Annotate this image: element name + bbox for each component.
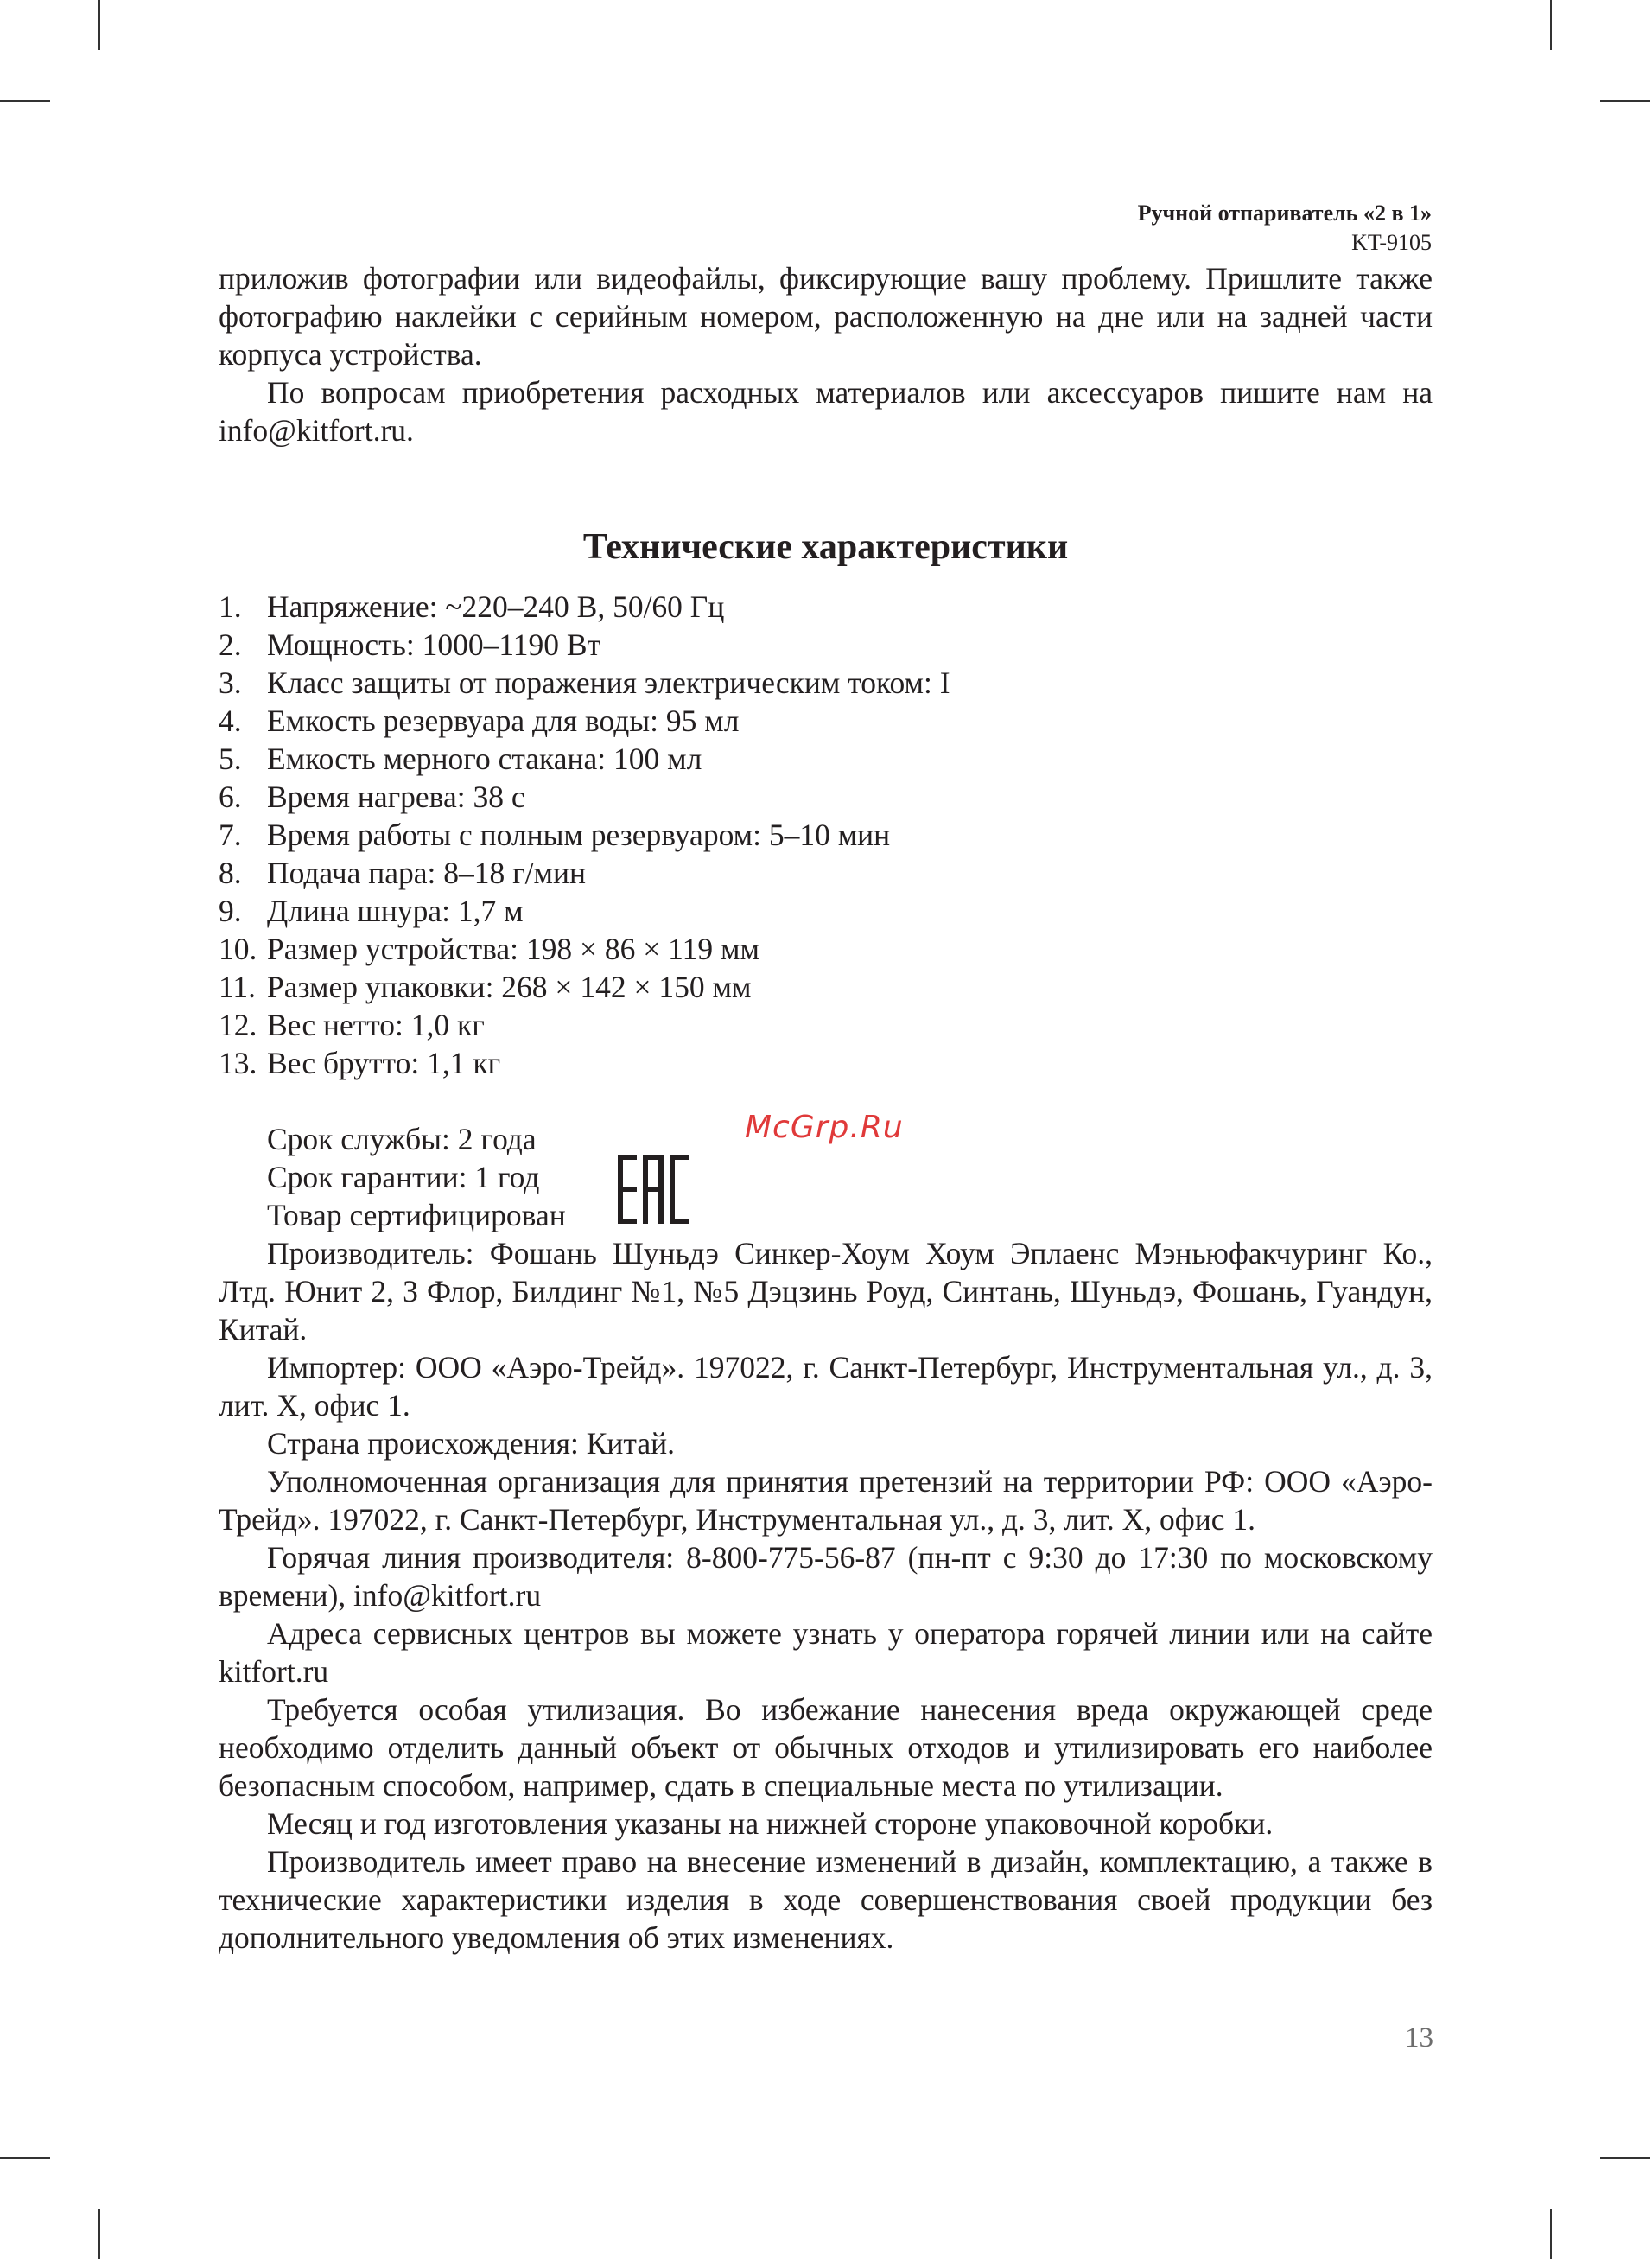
spec-text: Размер упаковки: 268 × 142 × 150 мм (267, 970, 752, 1004)
manufacturer-info: Производитель: Фошань Шуньдэ Синкер-Хоум Хоум Эплаенс Мэньюфакчуринг Ко., Лтд. Юнит 2, 3 Флор, Билдинг №1, №5 Дэцзинь Роуд, Синтань, Шуньдэ, Фошань, Гуандун, Китай. (219, 1236, 1433, 1346)
crop-mark (1600, 100, 1650, 102)
spec-text: Емкость резервуара для воды: 95 мл (267, 703, 740, 738)
spec-number: 11. (219, 970, 257, 1004)
spec-item (219, 1044, 1433, 1082)
warranty-period: Срок гарантии: 1 год (267, 1160, 540, 1194)
spec-number: 10. (219, 932, 257, 966)
spec-text: Мощность: 1000–1190 Вт (267, 627, 601, 662)
spec-number: 2. (219, 627, 242, 662)
spec-item (219, 854, 1433, 892)
spec-item (219, 930, 1433, 968)
spec-item (219, 778, 1433, 816)
spec-text: Подача пара: 8–18 г/мин (267, 856, 587, 890)
service-life: Срок службы: 2 года (267, 1122, 537, 1156)
spec-number: 13. (219, 1046, 257, 1080)
disposal-info: Требуется особая утилизация. Во избежание нанесения вреда окружающей среде необходимо отделить данный объект от обычных отходов и утилизировать его наиболее безопасным способом, например, сдать в специальные места по утилизации. (219, 1692, 1433, 1803)
header-model: KT-9105 (1351, 230, 1432, 255)
specs-list (219, 588, 1433, 1082)
running-header (1138, 199, 1432, 258)
spec-number: 3. (219, 665, 242, 700)
intro-section (219, 259, 1433, 449)
manufacture-date-info: Месяц и год изготовления указаны на нижней стороне упаковочной коробки. (267, 1806, 1274, 1841)
spec-item (219, 968, 1433, 1006)
spec-text: Напряжение: ~220–240 В, 50/60 Гц (267, 589, 725, 624)
spec-text: Длина шнура: 1,7 м (267, 894, 524, 928)
spec-text: Время работы с полным резервуаром: 5–10 мин (267, 818, 891, 852)
certification: Товар сертифицирован (267, 1198, 566, 1232)
spec-number: 4. (219, 703, 242, 738)
spec-number: 7. (219, 818, 242, 852)
changes-notice: Производитель имеет право на внесение изменений в дизайн, комплектацию, а также в технические характеристики изделия в ходе совершенствования своей продукции без дополнительного уведомления об этих изменениях. (219, 1844, 1433, 1955)
spec-text: Класс защиты от поражения электрическим током: I (267, 665, 950, 700)
crop-mark (1550, 2209, 1552, 2259)
spec-number: 9. (219, 894, 242, 928)
spec-item (219, 892, 1433, 930)
crop-mark (1550, 0, 1552, 50)
intro-paragraph-2: По вопросам приобретения расходных материалов или аксессуаров пишите нам на info@kitfort.ru. (219, 375, 1433, 448)
spec-item (219, 1006, 1433, 1044)
spec-item (219, 664, 1433, 702)
eac-mark-icon (618, 1155, 690, 1227)
country-of-origin: Страна происхождения: Китай. (267, 1426, 676, 1461)
spec-item (219, 702, 1433, 740)
importer-info: Импортер: ООО «Аэро-Трейд». 197022, г. Санкт-Петербург, Инструментальная ул., д. 3, лит. Х, офис 1. (219, 1350, 1433, 1423)
spec-text: Вес нетто: 1,0 кг (267, 1008, 485, 1042)
crop-mark (0, 2157, 50, 2159)
spec-number: 12. (219, 1008, 257, 1042)
spec-item (219, 626, 1433, 664)
spec-number: 5. (219, 742, 242, 776)
header-product: Ручной отпариватель «2 в 1» (1137, 201, 1432, 226)
spec-text: Размер устройства: 198 × 86 × 119 мм (267, 932, 759, 966)
crop-mark (1600, 2157, 1650, 2159)
spec-text: Вес брутто: 1,1 кг (267, 1046, 501, 1080)
section-title: Технические характеристики (582, 527, 1069, 567)
crop-mark (98, 0, 100, 50)
spec-text: Емкость мерного стакана: 100 мл (267, 742, 702, 776)
watermark: McGrp.Ru (745, 1110, 904, 1145)
crop-mark (98, 2209, 100, 2259)
page-number: 13 (1405, 2022, 1433, 2053)
authorized-organization: Уполномоченная организация для принятия претензий на территории РФ: ООО «Аэро-Трейд». 197022, г. Санкт-Петербург, Инструментальная ул., д. 3, лит. Х, офис 1. (219, 1464, 1433, 1537)
intro-paragraph-1: приложив фотографии или видеофайлы, фиксирующие вашу проблему. Пришлите также фотографию наклейки с серийным номером, расположенную на дне или на задней части корпуса устройства. (219, 261, 1433, 372)
service-info (219, 1120, 1433, 1957)
crop-mark (0, 100, 50, 102)
spec-item (219, 740, 1433, 778)
spec-number: 1. (219, 589, 242, 624)
spec-text: Время нагрева: 38 с (267, 780, 525, 814)
spec-item (219, 816, 1433, 854)
spec-number: 6. (219, 780, 242, 814)
hotline-info: Горячая линия производителя: 8-800-775-56-87 (пн-пт с 9:30 до 17:30 по московскому времени), info@kitfort.ru (219, 1540, 1433, 1613)
spec-number: 8. (219, 856, 242, 890)
service-centers-info: Адреса сервисных центров вы можете узнать у оператора горячей линии или на сайте kitfort.ru (219, 1616, 1433, 1689)
spec-item (219, 588, 1433, 626)
